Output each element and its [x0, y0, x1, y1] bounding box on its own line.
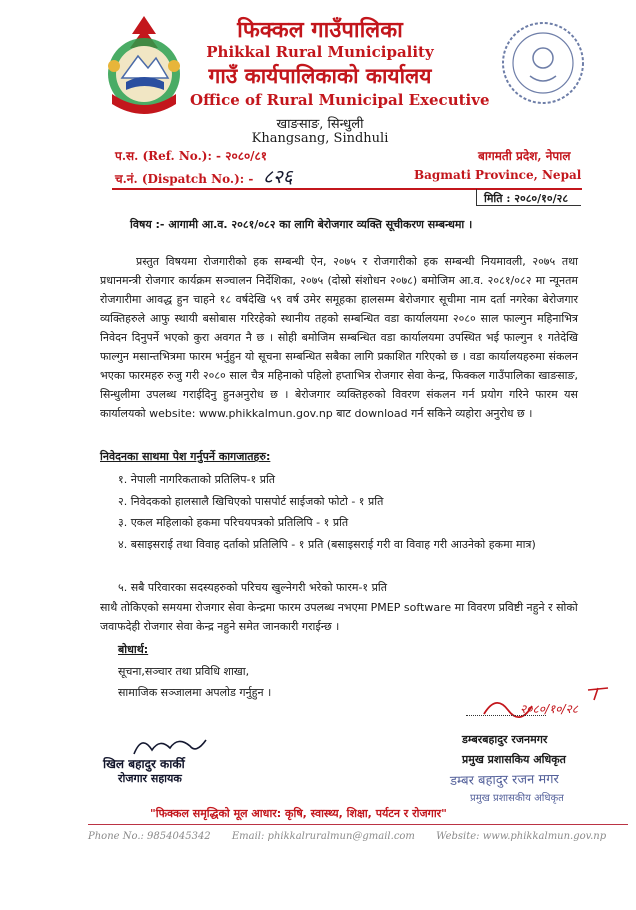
- document-item: २. निवेदकको हालसालै खिचिएको पासपोर्ट साईजको फोटो - १ प्रति: [118, 495, 384, 508]
- province-np: बागमती प्रदेश, नेपाल: [478, 149, 571, 163]
- dispatch-number-handwritten: ८२६: [263, 166, 293, 188]
- address-np: खाङसाङ, सिन्धुली: [276, 117, 364, 132]
- document-item: ३. एकल महिलाको हकमा परिचयपत्रको प्रतिलिपि - १ प्रति: [118, 516, 349, 529]
- signature-line: [466, 715, 546, 716]
- office-name-en: Office of Rural Municipal Executive: [190, 91, 490, 109]
- letter-date: मिति : २०८०/१०/२८: [484, 192, 569, 205]
- officer-stamp-title: प्रमुख प्रशासकीय अधिकृत: [470, 793, 564, 804]
- officer-title: प्रमुख प्रशासकिय अधिकृत: [462, 753, 566, 766]
- footer-website: Website: www.phikkalmun.gov.np: [436, 831, 607, 842]
- reference-number: प.स. (Ref. No.): - २०८०/८१: [115, 149, 268, 163]
- letter-subject: विषय :- आगामी आ.व. २०८१/०८२ का लागि बेरोजगार व्यक्ति सूचीकरण सम्बन्धमा ।: [130, 218, 473, 231]
- dispatch-label: च.नं. (Dispatch No.): -: [115, 172, 254, 186]
- cc-line: सूचना,सञ्चार तथा प्रविधि शाखा,: [118, 665, 250, 678]
- assistant-title: रोजगार सहायक: [118, 772, 182, 785]
- footer-divider: [88, 824, 628, 825]
- document-item: १. नेपाली नागरिकताको प्रतिलिप-१ प्रति: [118, 473, 276, 486]
- office-round-stamp: [500, 20, 586, 106]
- document-item: ५. सबै परिवारका सदस्यहरुको परिचय खुल्नेगरी भरेको फारम-१ प्रति: [118, 581, 388, 594]
- address-en: Khangsang, Sindhuli: [251, 131, 389, 146]
- footer-contacts: [88, 831, 636, 842]
- officer-name: डम्बरबहादुर रजनमगर: [462, 733, 548, 746]
- municipality-name-en: Phikkal Rural Municipality: [206, 43, 434, 61]
- officer-signature-date: २०८०/१०/२८: [520, 702, 579, 716]
- officer-stamp-name: डम्बर बहादुर रजन मगर: [449, 772, 559, 789]
- nepal-emblem-icon: [92, 12, 196, 124]
- footer-phone: Phone No.: 9854045342: [88, 831, 211, 842]
- province-en: Bagmati Province, Nepal: [414, 168, 582, 182]
- documents-heading: निवेदनका साथमा पेश गर्नुपर्ने कागजातहरु:: [100, 450, 271, 463]
- cc-line: सामाजिक सञ्जालमा अपलोड गर्नुहुन ।: [118, 686, 272, 699]
- assistant-name: खिल बहादुर कार्की: [103, 757, 185, 771]
- document-item: ४. बसाइसराई तथा विवाह दर्ताको प्रतिलिपि - १ प्रति (बसाइसराई गरी वा विवाह गरी आउनेको हकमा मात्र): [118, 538, 536, 551]
- municipality-name-np: फिक्कल गाउँपालिका: [237, 17, 403, 43]
- footer-slogan: "फिक्कल समृद्धिको मूल आधार: कृषि, स्वास्थ्य, शिक्षा, पर्यटन र रोजगार": [150, 807, 447, 820]
- letter-body: प्रस्तुत विषयमा रोजगारीको हक सम्बन्धी ऐन, २०७५ र रोजगारीको हक सम्बन्धी नियमावली, २०७५ तथा प्रधानमन्त्री रोजगार कार्यक्रम सञ्चालन निर्देशिका, २०७५ (दोस्रो संशोधन २०७८) बमोजिम आ.व. २०८१/०८२ मा न्यूनतम रोजगारीमा आवद्ध हुन चाहने १८ वर्षदेखि ५९ वर्ष उमेर समूहका हालसम्म बेरोजगार सूचीमा नाम दर्ता नगरेका बेरोजगार व्यक्तिहरुले आफु स्थायी बसोबास गरिरहेको स्थानीय तहको सम्बन्धित वडा कार्यालयमा २०८० साल फाल्गुन महिनाभित्र निवेदन दिनुपर्ने भएको कुरा अवगत नै छ । सोही बमोजिम सम्बन्धित वडा कार्यालयमा उपस्थित भई फाल्गुन १ गतेदेखि फाल्गुन मसान्तभित्रमा फारम भर्नुहुन यो सूचना सम्बन्धित सबैका लागि प्रकाशित गरिएको छ । वडा कार्यालयहरुमा संकलन भएका फारमहरु रुजु गरी २०८० साल चैत्र महिनाको पहिलो हप्ताभित्र रोजगार सेवा केन्द्र, फिक्कल गाउँपालिका खाङसाङ, सिन्धुलीमा उपलब्ध गराईदिनु हुनअनुरोध छ । बेरोजगार व्यक्तिहरुको विवरण संकलन गर्न प्रयोग गरिने फारम यस कार्यालयको website: www.phikkalmun.gov.np बाट download गर्न सकिने व्यहोरा अनुरोध छ ।: [100, 255, 578, 420]
- office-name-np: गाउँ कार्यपालिकाको कार्यालय: [208, 63, 432, 88]
- closing-note: साथै तोकिएको समयमा रोजगार सेवा केन्द्रमा फारम उपलब्ध नभएमा PMEP software मा विवरण प्रविष्टी नहुने र सोको जवाफदेही रोजगार सेवा केन्द्र नहुने समेत जानकारी गराईन्छ ।: [100, 601, 578, 633]
- cc-heading: बोधार्थ:: [118, 643, 149, 656]
- footer-email: Email: phikkalruralmun@gmail.com: [231, 831, 415, 842]
